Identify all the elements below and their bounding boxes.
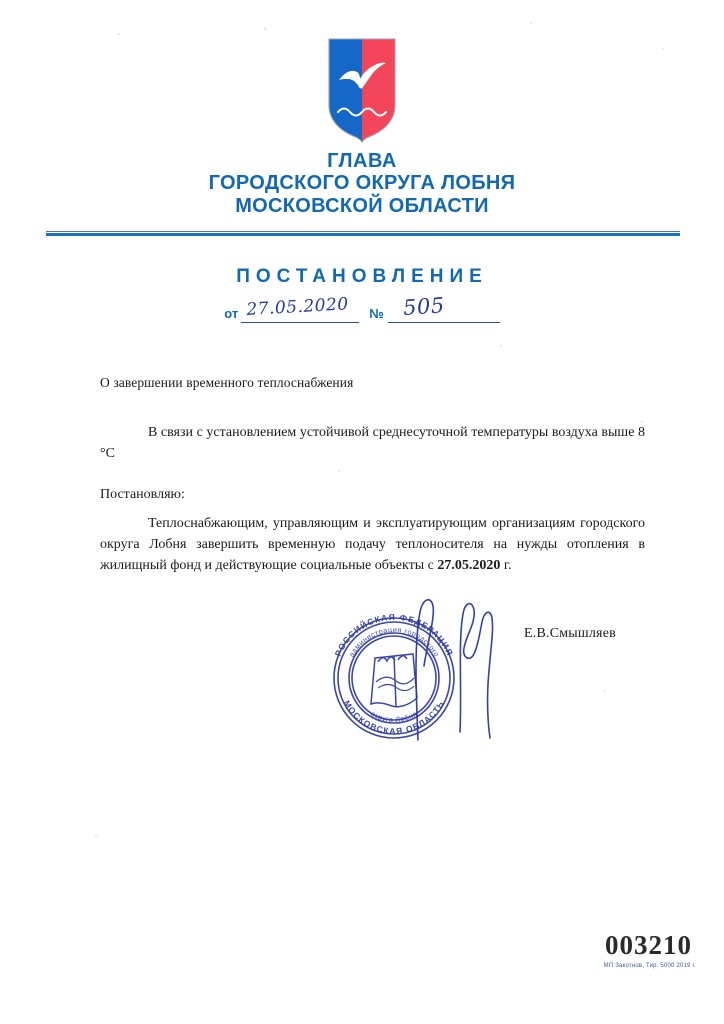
document-type-title: ПОСТАНОВЛЕНИЕ	[236, 266, 488, 287]
stamp-outer-top-text: РОССИЙСКАЯ ФЕДЕРАЦИЯ	[332, 611, 456, 658]
stamp-outer-bottom-text: МОСКОВСКАЯ ОБЛАСТЬ	[341, 698, 447, 737]
date-number-line	[0, 293, 724, 323]
handwritten-date: 27.05.2020	[246, 294, 350, 320]
scan-speck	[338, 470, 340, 472]
document-subject: О завершении временного теплоснабжения	[100, 375, 354, 390]
printer-imprint: МП Закотнов, Тир. 5000 2019 г.	[603, 963, 696, 969]
order-text-part1: Теплоснабжающим, управляющим и эксплуатирующим организациям городского округа Лобня завершить временную подачу теплоносителя на нужды отопления в жилищный фонд и действующие социальные объекты с	[100, 516, 645, 573]
stamp-inner-top-text: администрация городского	[346, 624, 442, 659]
paragraph-order	[100, 513, 645, 576]
scan-speck	[604, 690, 606, 692]
serial-number: 003210	[605, 930, 692, 960]
paragraph-preamble	[100, 422, 645, 464]
handwritten-signature	[400, 592, 530, 742]
coat-of-arms	[0, 36, 724, 144]
document-header	[0, 150, 724, 217]
header-line-glava: ГЛАВА	[327, 150, 397, 172]
coat-of-arms-shield-icon	[326, 36, 398, 144]
header-line-district: ГОРОДСКОГО ОКРУГА ЛОБНЯ	[208, 172, 516, 195]
date-label: от	[224, 306, 239, 321]
order-text-part2: г.	[500, 558, 512, 573]
order-effective-date: 27.05.2020	[437, 558, 501, 573]
scan-speck	[500, 345, 502, 347]
number-label: №	[369, 306, 384, 321]
divider-thin-rule	[46, 231, 680, 232]
scan-speck	[118, 33, 120, 35]
number-field[interactable]	[388, 293, 500, 323]
preamble-text: В связи с установлением устойчивой среднесуточной температуры воздуха выше 8 °C	[100, 425, 645, 461]
paragraph-declaration: Постановляю:	[100, 487, 185, 502]
scan-speck	[95, 835, 97, 837]
stamp-inner-bottom-text: округа Лобня	[369, 709, 419, 725]
date-field[interactable]	[241, 294, 359, 323]
scan-speck	[530, 22, 532, 24]
signer-name: Е.В.Смышляев	[524, 626, 616, 641]
header-line-region: МОСКОВСКОЙ ОБЛАСТИ	[235, 194, 489, 217]
header-divider	[46, 231, 680, 236]
scan-speck	[264, 27, 266, 30]
handwritten-number: 505	[402, 293, 446, 320]
divider-thick-rule	[46, 233, 680, 236]
